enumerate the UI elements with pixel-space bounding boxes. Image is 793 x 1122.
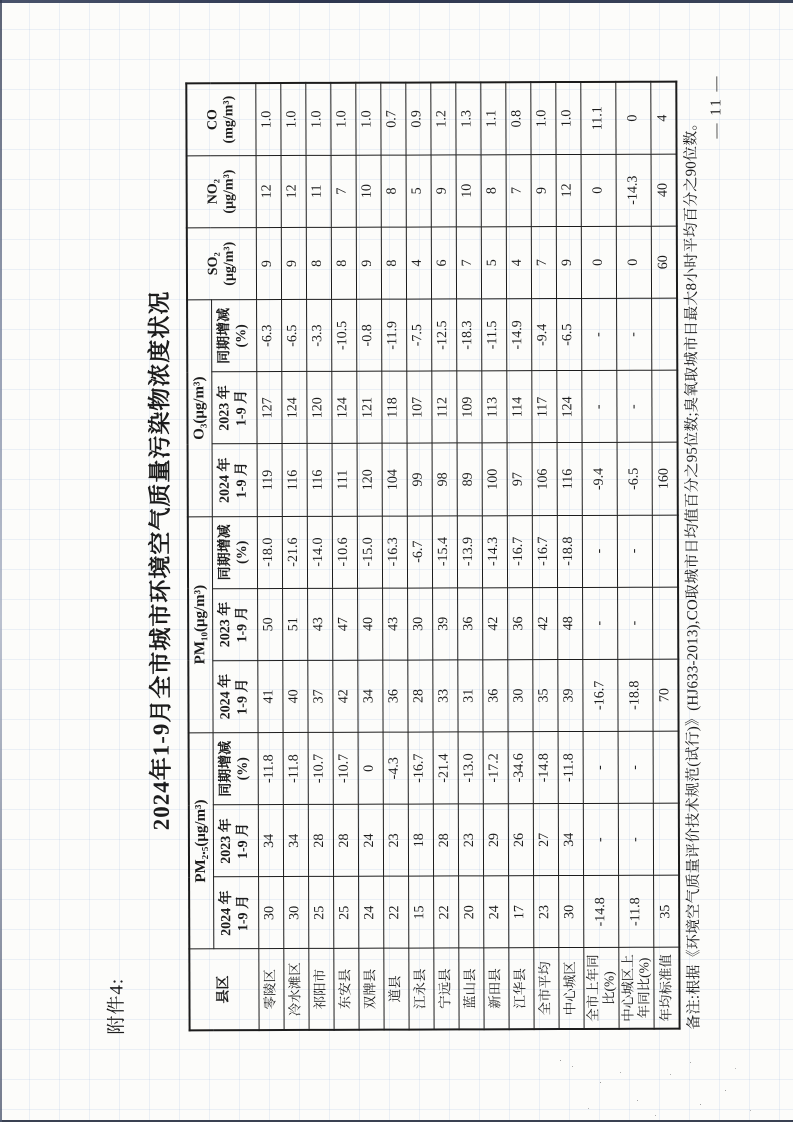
header-co: CO (mg/m³): [186, 83, 255, 156]
table-cell: -: [617, 587, 653, 659]
table-cell: -9.4: [531, 299, 556, 371]
table-cell: 1.0: [530, 82, 555, 154]
table-cell: 109: [456, 371, 481, 443]
table-cell: [653, 587, 678, 659]
table-cell: 127: [256, 372, 281, 444]
table-cell: -18.3: [456, 299, 481, 371]
table-cell: 11.1: [580, 82, 616, 154]
table-cell: 28: [308, 805, 333, 877]
table-cell: 24: [483, 876, 508, 948]
table-cell: 39: [557, 659, 582, 731]
table-cell: 41: [257, 660, 282, 732]
row-header: 零陵区: [258, 949, 283, 1030]
table-body: [255, 82, 679, 1030]
table-cell: -: [583, 804, 619, 876]
table-cell: 47: [332, 588, 357, 660]
table-cell: -11.8: [283, 732, 308, 804]
subheader-o3-2023: 2023 年 1-9 月: [211, 372, 256, 444]
row-header: 全市平均: [533, 948, 558, 1029]
table-row: [651, 82, 679, 1029]
table-cell: -11.9: [381, 299, 406, 371]
table-cell: -14.9: [506, 299, 531, 371]
table-cell: 8: [331, 227, 356, 299]
table-cell: 29: [483, 804, 508, 876]
scan-edge-left: [0, 0, 2, 1122]
table-cell: -6.7: [407, 516, 432, 588]
table-cell: 98: [432, 443, 457, 515]
table-cell: 7: [456, 227, 481, 299]
table-cell: 36: [382, 660, 407, 732]
table-cell: 119: [257, 444, 282, 516]
table-cell: 43: [307, 588, 332, 660]
corner-header-county: 县区: [189, 949, 258, 1030]
row-header: 中心城区上年同比(%): [619, 948, 655, 1029]
table-cell: -18.8: [557, 515, 582, 587]
row-header: 蓝山县: [458, 948, 483, 1029]
subheader-o3-change: 同期增减 (%): [211, 300, 256, 372]
table-cell: 120: [357, 444, 382, 516]
table-cell: 17: [508, 876, 533, 948]
table-row: [455, 82, 483, 1029]
table-cell: 39: [432, 588, 457, 660]
table-row: [555, 82, 583, 1029]
table-cell: -: [616, 298, 652, 370]
table-cell: 42: [332, 660, 357, 732]
table-cell: -11.8: [558, 732, 583, 804]
table-cell: 0: [581, 226, 617, 298]
table-cell: 0: [616, 226, 652, 298]
table-cell: 35: [654, 875, 679, 947]
table-cell: 99: [407, 443, 432, 515]
table-cell: 40: [357, 588, 382, 660]
group-header-o3: O₃(μg/m³): [187, 300, 212, 517]
table-cell: 24: [358, 877, 383, 949]
table-cell: -: [618, 803, 654, 875]
table-row: [580, 82, 619, 1029]
table-cell: -12.5: [431, 299, 456, 371]
table-cell: 23: [383, 804, 408, 876]
table-cell: -10.6: [332, 516, 357, 588]
table-cell: -: [617, 370, 653, 442]
table-cell: 11: [306, 155, 331, 227]
attachment-label: 附件4:: [106, 977, 128, 1035]
subheader-pm10-2024: 2024 年 1-9 月: [212, 660, 257, 732]
table-cell: -11.8: [618, 876, 654, 948]
row-header: 江华县: [508, 948, 533, 1029]
row-header: 新田县: [483, 948, 508, 1029]
table-cell: -: [581, 371, 617, 443]
table-cell: 18: [408, 804, 433, 876]
table-cell: 1.0: [330, 83, 355, 155]
table-cell: 0: [358, 732, 383, 804]
table-cell: 89: [457, 443, 482, 515]
table-cell: -15.0: [357, 516, 382, 588]
table-cell: 15: [408, 876, 433, 948]
table-row: [255, 83, 283, 1030]
table-cell: 97: [507, 443, 532, 515]
table-row: [330, 83, 358, 1030]
table-cell: 124: [281, 372, 306, 444]
table-cell: 118: [381, 371, 406, 443]
table-cell: 12: [256, 155, 281, 227]
table-cell: 160: [652, 443, 677, 515]
table-cell: 30: [558, 876, 583, 948]
table-row: [616, 82, 655, 1029]
table-cell: -14.3: [482, 515, 507, 587]
table-cell: 0.7: [380, 83, 405, 155]
table-cell: -10.7: [333, 732, 358, 804]
table-cell: 35: [532, 659, 557, 731]
table-cell: [652, 298, 677, 370]
row-header: 双牌县: [358, 949, 383, 1030]
table-cell: -18.8: [618, 659, 654, 731]
table-cell: 9: [531, 154, 556, 226]
group-header-pm10: PM₁₀(μg/m³): [188, 516, 213, 733]
table-cell: -: [582, 515, 618, 587]
table-cell: 100: [482, 443, 507, 515]
table-row: [530, 82, 558, 1029]
table-cell: 60: [652, 226, 677, 298]
table-cell: 36: [482, 660, 507, 732]
table-cell: 8: [381, 155, 406, 227]
table-cell: 6: [431, 227, 456, 299]
subheader-pm10-2023: 2023 年 1-9 月: [212, 588, 257, 660]
table-cell: 25: [308, 877, 333, 949]
table-cell: 30: [507, 660, 532, 732]
row-header: 冷水滩区: [283, 949, 308, 1030]
table-cell: 120: [306, 372, 331, 444]
table-cell: 114: [506, 371, 531, 443]
table-row: [505, 82, 533, 1029]
table-cell: 37: [307, 660, 332, 732]
table-row: [405, 82, 433, 1029]
table-cell: -: [583, 731, 619, 803]
table-cell: -6.5: [281, 300, 306, 372]
table-cell: 9: [556, 226, 581, 298]
table-cell: 9: [256, 227, 281, 299]
row-header: 道县: [383, 949, 408, 1030]
table-cell: 10: [456, 155, 481, 227]
footnote: 备注:根据《环境空气质量评价技术规范(试行)》(HJ633-2013),CO取城市日均值百分之95位数;臭氧取城市日最大8小时平均百分之90位数。: [683, 115, 703, 1030]
table-cell: 34: [258, 805, 283, 877]
subheader-o3-2024: 2024 年 1-9 月: [212, 444, 257, 516]
row-header: 江永县: [408, 948, 433, 1029]
table-cell: 24: [358, 804, 383, 876]
table-cell: 7: [506, 154, 531, 226]
scan-edge-top: [0, 0, 793, 3]
table-cell: -6.5: [617, 443, 653, 515]
table-cell: [653, 515, 678, 587]
table-cell: 112: [431, 371, 456, 443]
table-cell: -16.3: [382, 516, 407, 588]
table-cell: 51: [282, 588, 307, 660]
table-cell: 30: [283, 877, 308, 949]
table-cell: 104: [382, 443, 407, 515]
table-cell: 42: [532, 587, 557, 659]
table-cell: 22: [433, 876, 458, 948]
table-cell: 0.9: [405, 82, 430, 154]
table-cell: -14.0: [307, 516, 332, 588]
table-cell: 10: [356, 155, 381, 227]
table-cell: 1.2: [430, 82, 455, 154]
table-row: [430, 82, 458, 1029]
table-cell: [653, 731, 678, 803]
table-cell: 9: [281, 227, 306, 299]
row-header: 全市上年同比(%): [583, 948, 619, 1029]
table-cell: -21.4: [433, 732, 458, 804]
table-cell: 33: [432, 660, 457, 732]
subheader-pm10-change: 同期增减 (%): [212, 516, 257, 588]
table-cell: [654, 803, 679, 875]
table-row: [380, 83, 408, 1030]
table-cell: -10.5: [331, 299, 356, 371]
table-cell: 1.0: [555, 82, 580, 154]
table-cell: -0.8: [356, 299, 381, 371]
table-cell: 34: [283, 805, 308, 877]
table-cell: 28: [333, 804, 358, 876]
table-cell: 20: [458, 876, 483, 948]
table-cell: 116: [307, 444, 332, 516]
table-cell: -15.4: [432, 515, 457, 587]
table-cell: 1.0: [280, 83, 305, 155]
table-cell: 23: [533, 876, 558, 948]
subheader-pm25-2023: 2023 年 1-9 月: [213, 805, 258, 877]
table-cell: 121: [356, 371, 381, 443]
table-row: [280, 83, 308, 1030]
table-cell: -14.8: [533, 732, 558, 804]
table-cell: 116: [557, 443, 582, 515]
table-cell: 4: [651, 82, 676, 154]
table-cell: 36: [457, 588, 482, 660]
table-cell: 34: [558, 804, 583, 876]
table-cell: 116: [282, 444, 307, 516]
table-cell: 1.0: [355, 83, 380, 155]
table-cell: -: [617, 515, 653, 587]
table-cell: 5: [406, 155, 431, 227]
table-cell: 5: [481, 227, 506, 299]
table-cell: -11.8: [258, 733, 283, 805]
group-header-pm25: PM₂.₅(μg/m³): [189, 733, 214, 950]
table-cell: 26: [508, 804, 533, 876]
table-cell: 106: [532, 443, 557, 515]
table-cell: -6.5: [556, 299, 581, 371]
table-cell: 22: [383, 876, 408, 948]
row-header: 宁远县: [433, 948, 458, 1029]
page-number: — 11 —: [708, 74, 725, 139]
table-cell: 8: [481, 155, 506, 227]
table-cell: -: [618, 731, 654, 803]
table-cell: -9.4: [582, 443, 618, 515]
table-cell: -16.7: [532, 515, 557, 587]
table-cell: 50: [257, 588, 282, 660]
table-cell: 42: [482, 587, 507, 659]
table-cell: 8: [306, 227, 331, 299]
table-cell: 124: [556, 371, 581, 443]
table-cell: 8: [381, 227, 406, 299]
table-cell: 40: [282, 660, 307, 732]
table-cell: -13.9: [457, 515, 482, 587]
table-cell: 30: [258, 877, 283, 949]
table-cell: 31: [457, 660, 482, 732]
table-cell: 28: [407, 660, 432, 732]
table-cell: 12: [556, 154, 581, 226]
table-cell: -7.5: [406, 299, 431, 371]
table-cell: 30: [407, 588, 432, 660]
table-cell: 111: [332, 444, 357, 516]
table-cell: 7: [531, 226, 556, 298]
table-cell: 1.1: [480, 82, 505, 154]
table-cell: -: [581, 298, 617, 370]
table-cell: [652, 370, 677, 442]
table-cell: 48: [557, 587, 582, 659]
table-cell: 40: [651, 154, 676, 226]
table-cell: 4: [506, 227, 531, 299]
table-cell: -18.0: [257, 516, 282, 588]
table-cell: -16.7: [507, 515, 532, 587]
table-cell: -10.7: [308, 732, 333, 804]
table-cell: -14.3: [616, 154, 652, 226]
table-cell: 1.0: [305, 83, 330, 155]
table-cell: -: [582, 587, 618, 659]
subheader-pm25-2024: 2024 年 1-9 月: [213, 877, 258, 949]
table-cell: 9: [356, 227, 381, 299]
table-cell: 70: [653, 659, 678, 731]
table-cell: 4: [406, 227, 431, 299]
table-row: [480, 82, 508, 1029]
table-cell: 7: [331, 155, 356, 227]
table-cell: -16.7: [408, 732, 433, 804]
air-quality-table: [185, 81, 680, 1032]
table-cell: 0: [581, 154, 617, 226]
subheader-pm25-change: 同期增减 (%): [213, 733, 258, 805]
table-cell: 0.8: [505, 82, 530, 154]
row-header: 年均标准值: [654, 948, 679, 1029]
table-cell: -21.6: [282, 516, 307, 588]
row-header: 东安县: [333, 949, 358, 1030]
table-cell: -16.7: [582, 659, 618, 731]
table-cell: -3.3: [306, 299, 331, 371]
table-row: [355, 83, 383, 1030]
table-row: [305, 83, 333, 1030]
table-cell: 9: [431, 155, 456, 227]
table-cell: 23: [458, 804, 483, 876]
table-cell: 27: [533, 804, 558, 876]
table-cell: -34.6: [508, 732, 533, 804]
table-cell: -13.0: [458, 732, 483, 804]
header-no2: NO₂ (μg/m³): [187, 155, 256, 227]
table-cell: 12: [281, 155, 306, 227]
table-cell: 107: [406, 371, 431, 443]
table-cell: 117: [531, 371, 556, 443]
page-title: 2024年1-9月全市城市环境空气质量污染物浓度状况: [147, 290, 174, 831]
table-cell: 124: [331, 372, 356, 444]
header-so2: SO₂ (μg/m³): [187, 228, 256, 300]
table-cell: -6.3: [256, 300, 281, 372]
row-header: 祁阳市: [308, 949, 333, 1030]
table-cell: -17.2: [483, 732, 508, 804]
table-cell: 25: [333, 877, 358, 949]
row-header: 中心城区: [558, 948, 583, 1029]
table-cell: 1.0: [255, 83, 280, 155]
table-cell: 1.3: [455, 82, 480, 154]
table-cell: 43: [382, 588, 407, 660]
table-cell: -14.8: [583, 876, 619, 948]
table-cell: -11.5: [481, 299, 506, 371]
table-cell: 34: [357, 660, 382, 732]
table-cell: -4.3: [383, 732, 408, 804]
table-cell: 28: [433, 804, 458, 876]
table-cell: 36: [507, 587, 532, 659]
table-cell: 113: [481, 371, 506, 443]
table-cell: 0: [616, 82, 652, 154]
